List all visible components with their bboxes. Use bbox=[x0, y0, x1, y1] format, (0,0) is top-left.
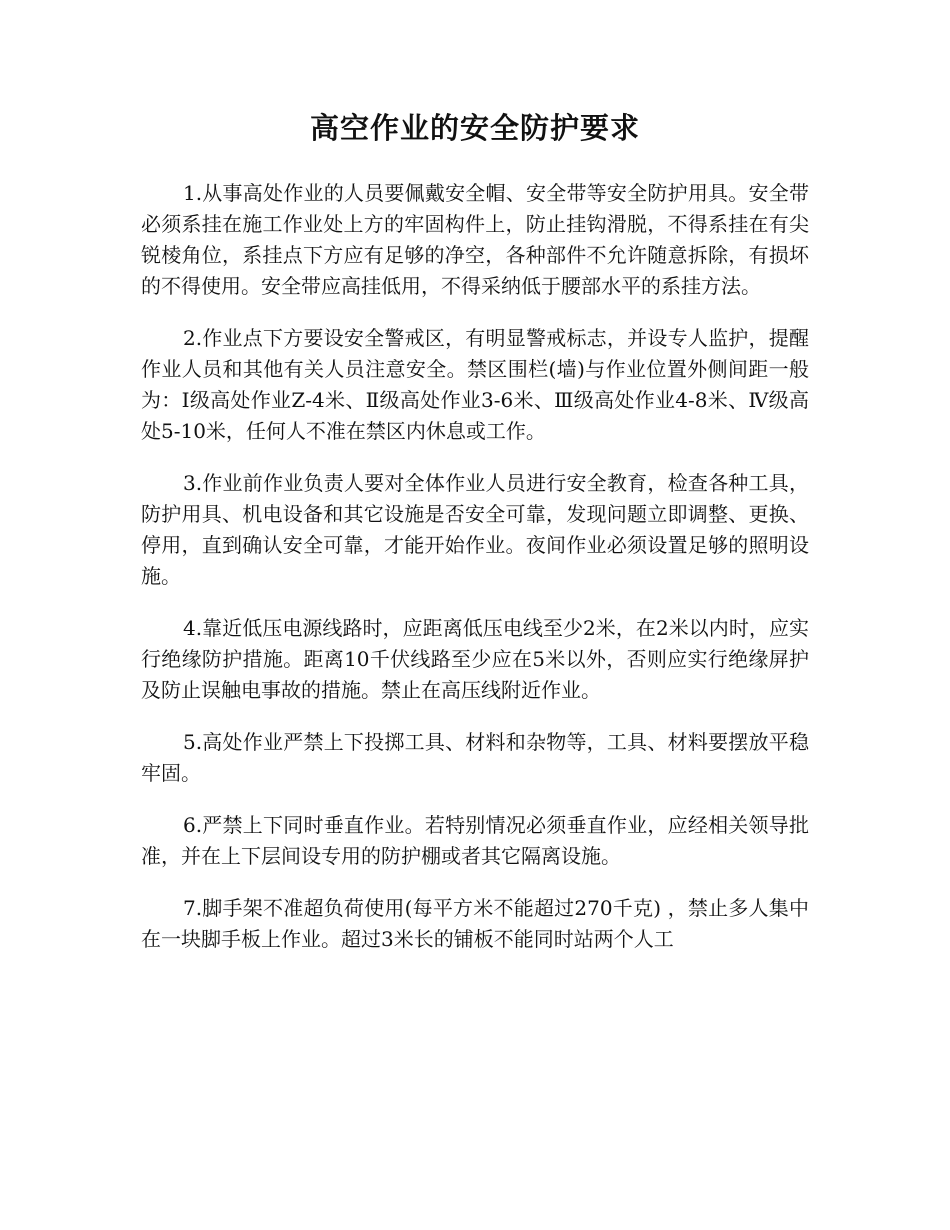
paragraph-7: 7.脚手架不准超负荷使用(每平方米不能超过270千克) ，禁止多人集中在一块脚手板上作业。超过3米长的铺板不能同时站两个人工 bbox=[141, 896, 809, 951]
paragraph-3: 3.作业前作业负责人要对全体作业人员进行安全教育，检查各种工具，防护用具、机电设备和其它设施是否安全可靠，发现问题立即调整、更换、停用，直到确认安全可靠，才能开始作业。夜间作业必须设置足够的照明设施。 bbox=[141, 471, 809, 588]
document-title: 高空作业的安全防护要求 bbox=[309, 111, 640, 145]
paragraph-5: 5.高处作业严禁上下投掷工具、材料和杂物等，工具、材料要摆放平稳牢固。 bbox=[141, 730, 809, 785]
paragraph-4: 4.靠近低压电源线路时，应距离低压电线至少2米，在2米以内时，应实行绝缘防护措施。距离10千伏线路至少应在5米以外，否则应实行绝缘屏护及防止误触电事故的措施。禁止在高压线附近作业。 bbox=[141, 616, 809, 702]
paragraph-2: 2.作业点下方要设安全警戒区，有明显警戒标志，并设专人监护，提醒作业人员和其他有关人员注意安全。禁区围栏(墙)与作业位置外侧间距一般为：Ⅰ级高处作业Z-4米、Ⅱ级高处作业3-6米、Ⅲ级高处作业4-8米、Ⅳ级高处5-10米，任何人不准在禁区内休息或工作。 bbox=[141, 326, 809, 443]
paragraph-6: 6.严禁上下同时垂直作业。若特别情况必须垂直作业，应经相关领导批准，并在上下层间设专用的防护棚或者其它隔离设施。 bbox=[141, 813, 809, 868]
paragraph-1: 1.从事高处作业的人员要佩戴安全帽、安全带等安全防护用具。安全带必须系挂在施工作业处上方的牢固构件上，防止挂钩滑脱，不得系挂在有尖锐棱角位，系挂点下方应有足够的净空，各种部件不允许随意拆除，有损坏的不得使用。安全带应高挂低用，不得采纳低于腰部水平的系挂方法。 bbox=[141, 181, 809, 298]
document-page bbox=[141, 108, 809, 976]
